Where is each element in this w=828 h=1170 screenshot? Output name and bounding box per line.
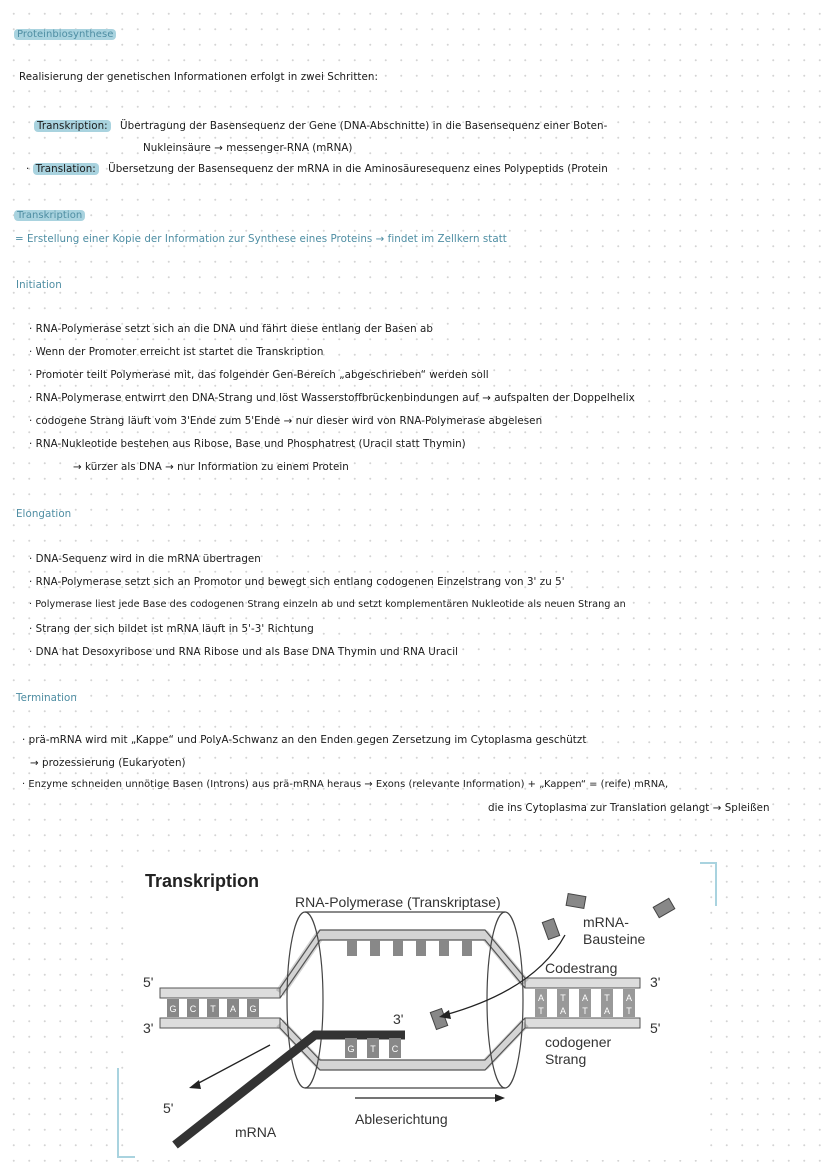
- svg-text:A: A: [603, 1006, 611, 1016]
- termination-line: → prozessierung (Eukaryoten): [30, 757, 186, 769]
- step-text: Übersetzung der Basensequenz der mRNA in die Aminosäuresequenz eines Polypeptids (Protein: [108, 163, 608, 175]
- step-transkription-cont: Nukleinsäure → messenger-RNA (mRNA): [143, 142, 353, 154]
- step-translation: · Translation: Übersetzung der Basensequenz der mRNA in die Aminosäuresequenz eines Polypeptids (Protein: [26, 163, 608, 175]
- svg-text:T: T: [370, 1044, 376, 1054]
- page-title: [14, 28, 116, 40]
- figure-label-3prime-mid: 3': [393, 1011, 404, 1027]
- list-item: · Wenn der Promoter erreicht ist startet die Transkription: [29, 346, 324, 358]
- step-text: Übertragung der Basensequenz der Gene (DNA-Abschnitte) in die Basensequenz einer Boten-: [120, 120, 608, 132]
- svg-text:G: G: [249, 1004, 257, 1014]
- figure-label-3prime-left: 3': [143, 1020, 154, 1036]
- transkription-definition: = Erstellung einer Kopie der Information zur Synthese eines Proteins → findet im Zellkern statt: [15, 233, 507, 245]
- termination-line: die ins Cytoplasma zur Translation gelangt → Spleißen: [488, 802, 770, 814]
- heading-text: Transkription: [14, 210, 85, 221]
- figure-label-3prime-right: 3': [650, 974, 661, 990]
- page-title-text: Proteinbiosynthese: [14, 29, 116, 40]
- termination-line: · prä-mRNA wird mit „Kappe“ und PolyA-Schwanz an den Enden gegen Zersetzung im Cytoplasma geschützt: [22, 734, 587, 746]
- section-heading-termination: Termination: [16, 692, 77, 704]
- svg-text:A: A: [559, 1006, 567, 1016]
- bases-mid: [345, 1038, 401, 1058]
- list-item: · RNA-Nukleotide bestehen aus Ribose, Base und Phosphatrest (Uracil statt Thymin): [29, 438, 466, 450]
- step-transkription: [34, 120, 607, 132]
- figure-label-bausteine-1: mRNA-: [583, 914, 629, 930]
- svg-text:C: C: [189, 1004, 197, 1014]
- figure-label-5prime-right: 5': [650, 1020, 661, 1036]
- termination-line: · Enzyme schneiden unnötige Basen (Introns) aus prä-mRNA heraus → Exons (relevante Information) + „Kappen“ = (reife) mRNA,: [22, 779, 669, 790]
- svg-text:G: G: [169, 1004, 177, 1014]
- list-item: · Strang der sich bildet ist mRNA läuft in 5'-3' Richtung: [29, 623, 314, 635]
- section-heading-elongation: Elongation: [16, 508, 72, 520]
- figure-label-5prime-mrna: 5': [163, 1100, 174, 1116]
- figure-title: Transkription: [145, 871, 260, 891]
- figure-label-ableserichtung: Ableserichtung: [355, 1111, 448, 1127]
- figure-label-polymerase: RNA-Polymerase (Transkriptase): [295, 894, 501, 910]
- svg-text:A: A: [625, 993, 633, 1003]
- list-item: · Promoter teilt Polymerase mit, das folgender Gen-Bereich „abgeschrieben“ werden soll: [29, 369, 489, 381]
- intro-text: Realisierung der genetischen Informationen erfolgt in zwei Schritten:: [19, 71, 378, 83]
- list-item: · DNA-Sequenz wird in die mRNA übertragen: [29, 553, 261, 565]
- list-item: · DNA hat Desoxyribose und RNA Ribose und als Base DNA Thymin und RNA Uracil: [29, 646, 459, 658]
- step-term: Transkription:: [34, 120, 111, 132]
- step-term: Translation:: [33, 163, 99, 175]
- svg-text:T: T: [626, 1006, 632, 1016]
- svg-text:T: T: [560, 993, 566, 1003]
- list-item: · RNA-Polymerase setzt sich an die DNA und fährt diese entlang der Basen ab: [29, 323, 433, 335]
- list-item: · Polymerase liest jede Base des codogenen Strang einzeln ab und setzt komplementären Nukleotide als neuen Strang an: [29, 599, 626, 610]
- svg-text:T: T: [582, 1006, 588, 1016]
- list-item: · RNA-Polymerase entwirrt den DNA-Strang und löst Wasserstoffbrückenbindungen auf → aufspalten der Doppelhelix: [29, 392, 635, 404]
- svg-text:T: T: [210, 1004, 216, 1014]
- figure-label-mrna: mRNA: [235, 1124, 277, 1140]
- svg-text:C: C: [391, 1044, 399, 1054]
- transkription-figure: [115, 840, 715, 1170]
- figure-label-codogener-1: codogener: [545, 1034, 612, 1050]
- figure-label-codestrang: Codestrang: [545, 960, 618, 976]
- svg-text:A: A: [229, 1004, 237, 1014]
- svg-text:G: G: [347, 1044, 355, 1054]
- svg-text:A: A: [581, 993, 589, 1003]
- list-item: · codogene Strang läuft vom 3'Ende zum 5'Ende → nur dieser wird von RNA-Polymerase abgelesen: [29, 415, 543, 427]
- section-heading-transkription: [14, 209, 85, 221]
- svg-text:T: T: [604, 993, 610, 1003]
- list-item: · RNA-Polymerase setzt sich an Promotor und bewegt sich entlang codogenen Einzelstrang von 3' zu 5': [29, 576, 565, 588]
- figure-label-codogener-2: Strang: [545, 1051, 587, 1067]
- svg-text:A: A: [537, 993, 545, 1003]
- figure-label-5prime-top: 5': [143, 974, 154, 990]
- figure-label-bausteine-2: Bausteine: [583, 931, 646, 947]
- svg-text:T: T: [538, 1006, 544, 1016]
- section-heading-initiation: Initiation: [16, 279, 62, 291]
- list-subline: → kürzer als DNA → nur Information zu einem Protein: [73, 461, 349, 473]
